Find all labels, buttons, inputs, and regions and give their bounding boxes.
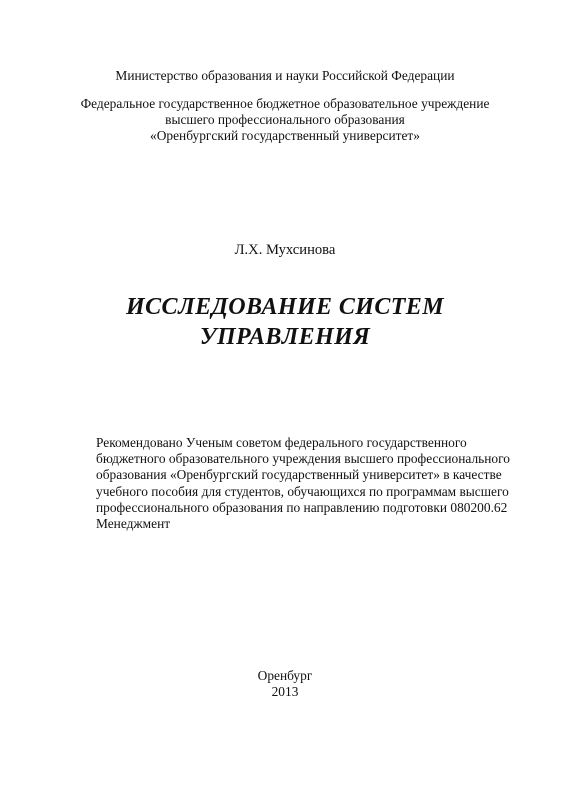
institution-line-2: высшего профессионального образования [165, 112, 405, 127]
recommendation-line-4: учебного пособия для студентов, обучающихся по программам высшего [96, 483, 509, 499]
institution-line-3: «Оренбургский государственный университет» [150, 128, 420, 143]
book-title [0, 292, 570, 352]
recommendation-line-3: образования «Оренбургский государственный университет» в качестве [96, 467, 502, 483]
recommendation-line-5: профессионального образования по направлению подготовки 080200.62 [96, 499, 508, 515]
recommendation-line-2: бюджетного образовательного учреждения высшего профессионального [96, 451, 510, 467]
ministry-line: Министерство образования и науки Российской Федерации [115, 68, 455, 83]
author-name: Л.Х. Мухсинова [234, 242, 336, 258]
recommendation-line-1: Рекомендовано Ученым советом федерального государственного [96, 435, 467, 450]
publication-year: 2013 [271, 684, 299, 699]
book-title-line-2: УПРАВЛЕНИЯ [199, 324, 371, 350]
recommendation-line-6: Менеджмент [96, 516, 171, 532]
institution-block [0, 96, 570, 144]
institution-line-1: Федеральное государственное бюджетное образовательное учреждение [80, 96, 490, 111]
imprint-block [0, 668, 570, 700]
book-title-line-1: ИССЛЕДОВАНИЕ СИСТЕМ [126, 294, 444, 320]
recommendation-block [96, 435, 526, 532]
city-name: Оренбург [257, 668, 313, 683]
